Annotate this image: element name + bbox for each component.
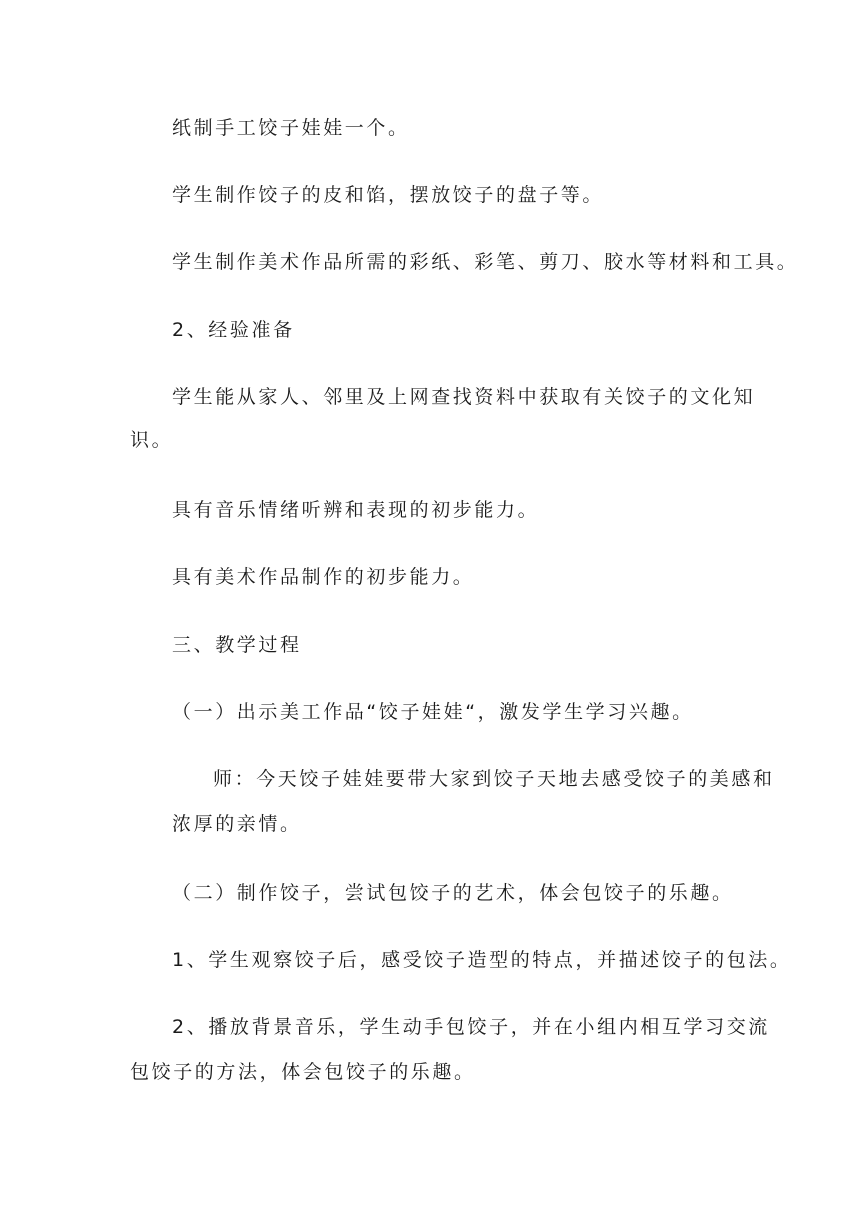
step-one-heading: （一）出示美工作品“饺子娃娃“，激发学生学习兴趣。	[172, 701, 694, 723]
experience-culture-knowledge-cont: 识。	[130, 429, 174, 451]
experience-culture-knowledge: 学生能从家人、邻里及上网查找资料中获取有关饺子的文化知	[172, 386, 756, 408]
experience-music-ability: 具有音乐情绪听辨和表现的初步能力。	[172, 499, 540, 521]
step-two-heading: （二）制作饺子，尝试包饺子的艺术，体会包饺子的乐趣。	[172, 882, 734, 904]
activity-observe-dumplings: 1、学生观察饺子后，感受饺子造型的特点，并描述饺子的包法。	[172, 949, 792, 971]
materials-art-supplies: 学生制作美术作品所需的彩纸、彩笔、剪刀、胶水等材料和工具。	[172, 251, 799, 273]
activity-make-dumplings: 2、播放背景音乐，学生动手包饺子，并在小组内相互学习交流	[172, 1016, 770, 1038]
section-heading-experience: 2、经验准备	[172, 319, 295, 341]
materials-paper-doll: 纸制手工饺子娃娃一个。	[172, 117, 410, 139]
section-heading-teaching-process: 三、教学过程	[172, 634, 302, 656]
experience-art-ability: 具有美术作品制作的初步能力。	[172, 566, 475, 588]
activity-make-dumplings-cont: 包饺子的方法，体会包饺子的乐趣。	[130, 1061, 476, 1083]
teacher-speech-cont: 浓厚的亲情。	[172, 813, 302, 835]
teacher-speech: 师：今天饺子娃娃要带大家到饺子天地去感受饺子的美感和	[213, 768, 775, 790]
materials-dumpling-ingredients: 学生制作饺子的皮和馅，摆放饺子的盘子等。	[172, 184, 605, 206]
